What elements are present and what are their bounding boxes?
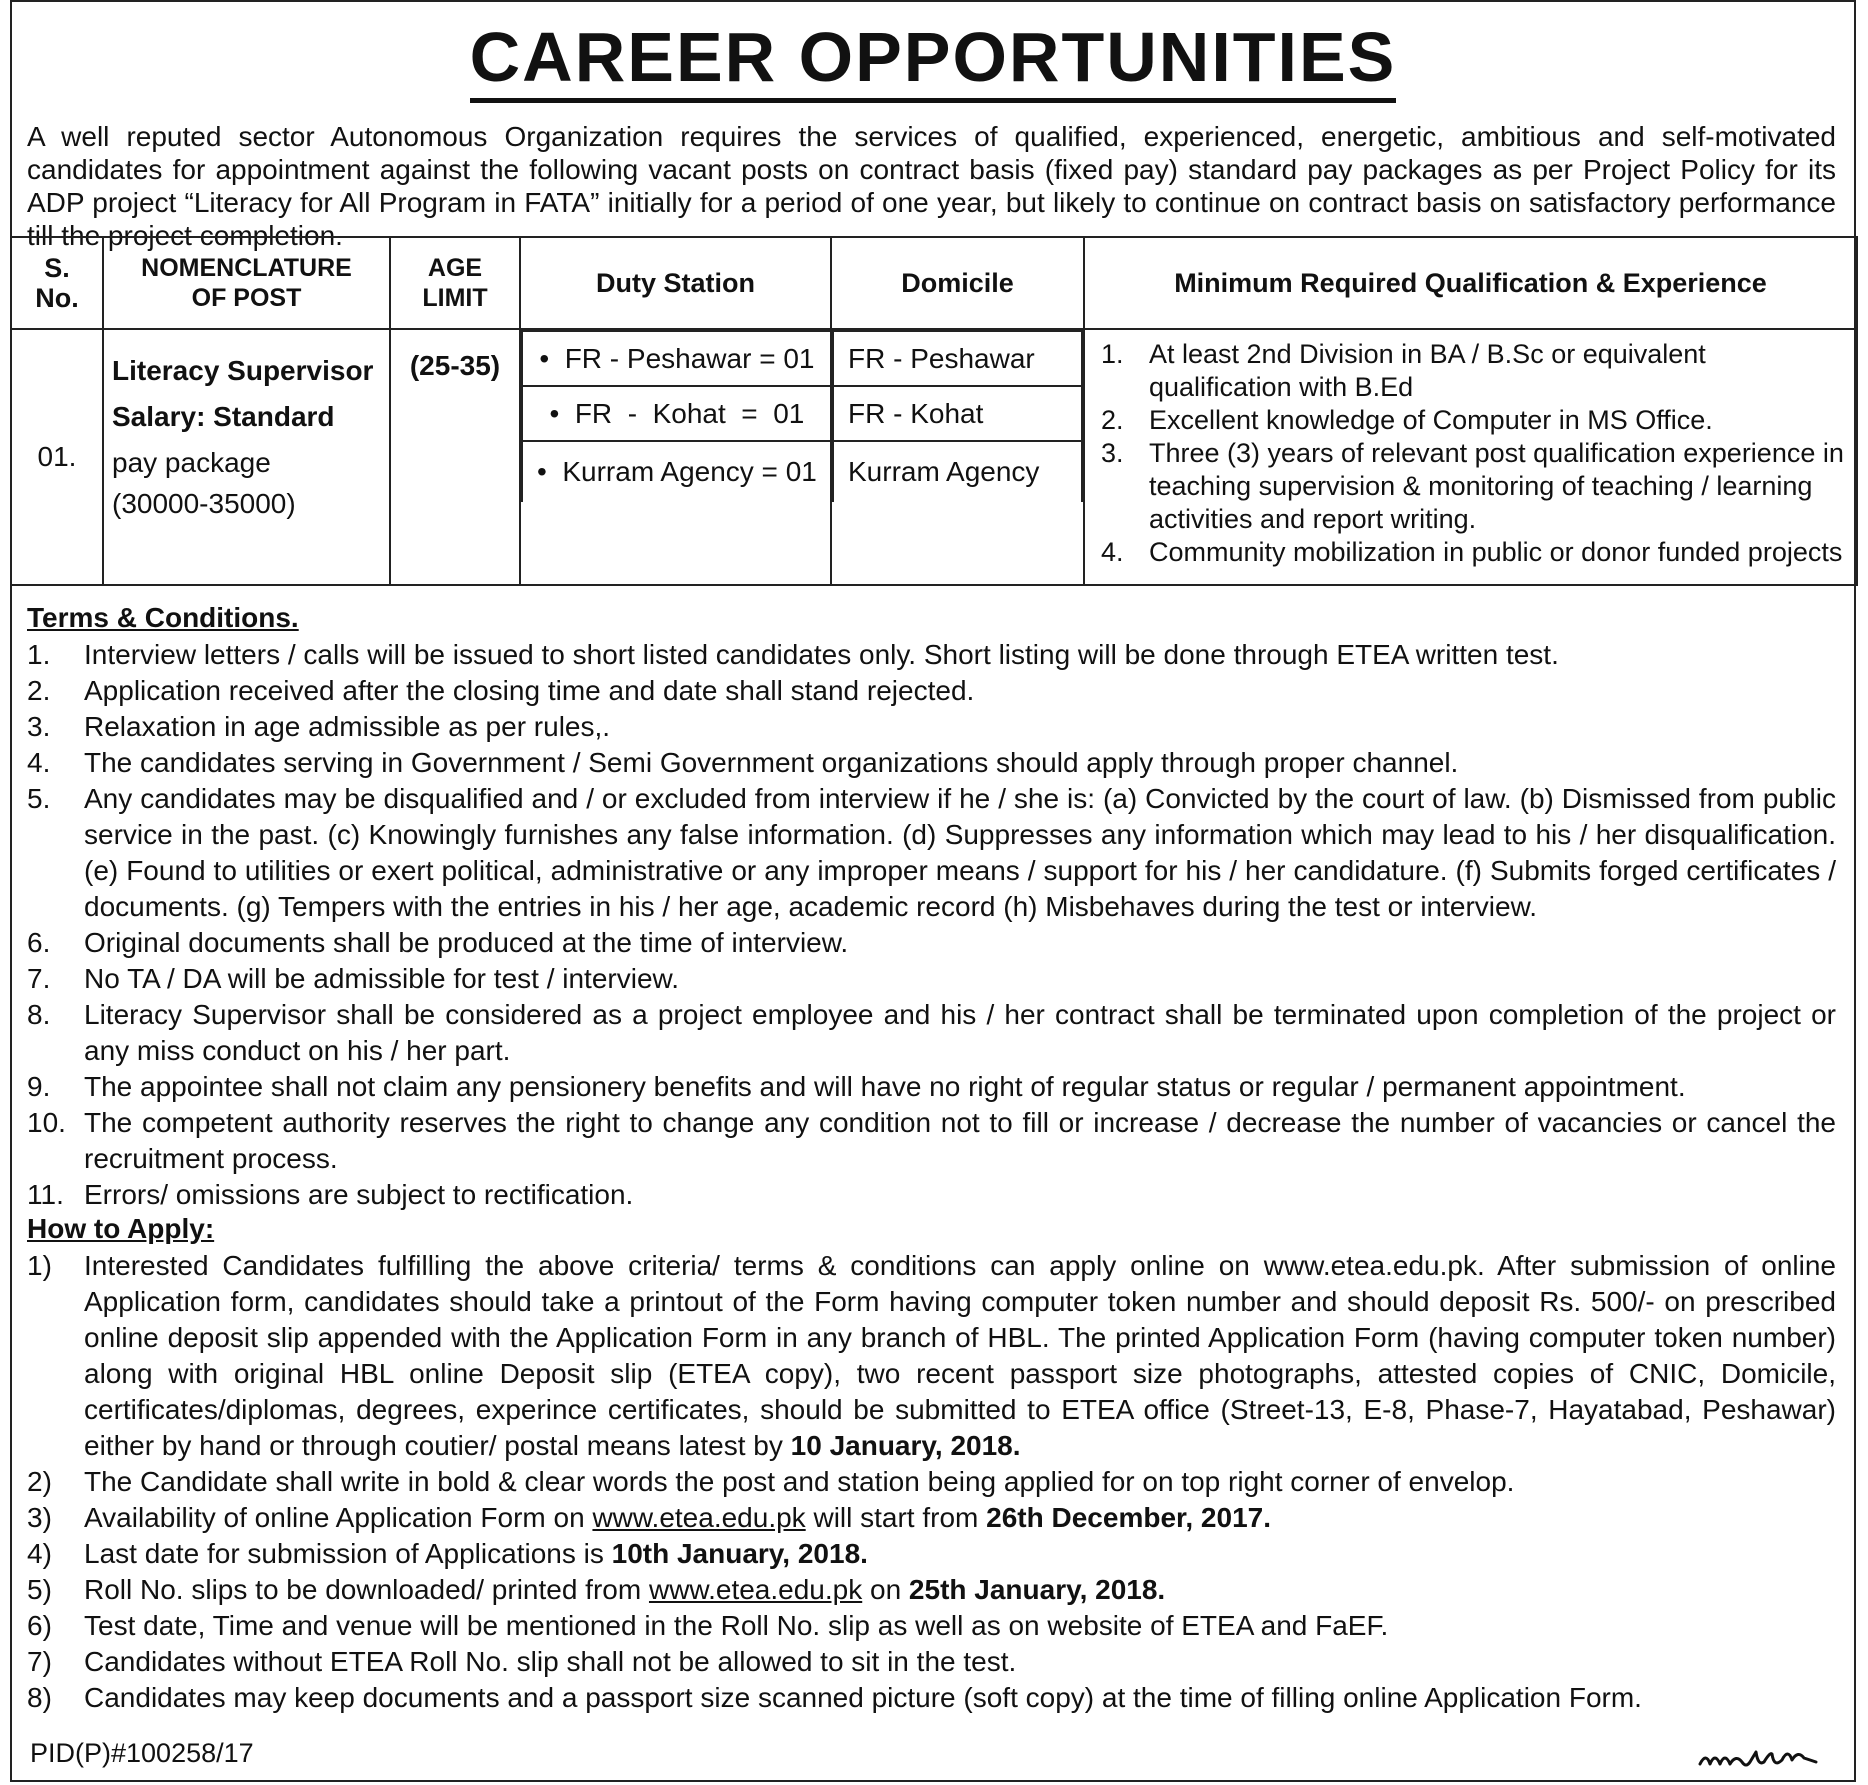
item-text: [84, 1572, 1836, 1608]
item-text-part: on: [862, 1574, 909, 1605]
item-number: 2): [27, 1466, 52, 1497]
item-text-part: Last date for submission of Applications is: [84, 1538, 612, 1569]
header-domicile: Domicile: [831, 237, 1084, 329]
item-text: [84, 1680, 1836, 1716]
page-title-text: CAREER OPPORTUNITIES: [470, 18, 1397, 103]
item-text: [84, 1608, 1836, 1644]
terms-heading: Terms & Conditions.: [27, 602, 299, 633]
item-number: 8): [27, 1682, 52, 1713]
item-text: The appointee shall not claim any pensionery benefits and will have no right of regular status or regular / permanent appointment.: [84, 1071, 1686, 1102]
item-text: No TA / DA will be admissible for test / interview.: [84, 963, 679, 994]
post-package: pay package: [112, 447, 271, 478]
item-number: 2.: [27, 675, 51, 706]
item-text: [84, 1500, 1836, 1536]
item-text: [84, 1464, 1836, 1500]
qualification-text: Three (3) years of relevant post qualification experience in teaching supervision & monitoring of teaching / learning activities and report writing.: [1149, 438, 1844, 534]
item-text-part: Candidates may keep documents and a passport size scanned picture (soft copy) at the time of filling online Application Form.: [84, 1682, 1642, 1713]
list-item: [27, 1177, 1836, 1213]
cell-qualifications: [1084, 329, 1857, 585]
list-item: [27, 1536, 1836, 1572]
list-item: [27, 637, 1836, 673]
post-range: (30000-35000): [112, 488, 296, 519]
item-number: 4): [27, 1538, 52, 1569]
item-text-part: 10th January, 2018.: [611, 1538, 868, 1569]
item-text-part: Availability of online Application Form on: [84, 1502, 593, 1533]
domicile: Kurram Agency: [833, 441, 1082, 502]
qualification-item: [1101, 404, 1848, 437]
domicile-row: [833, 386, 1082, 441]
item-text-part: www.etea.edu.pk: [592, 1502, 806, 1533]
item-number: 1): [27, 1250, 52, 1281]
item-text-part: The Candidate shall write in bold & clear words the post and station being applied for on top right corner of envelop.: [84, 1466, 1515, 1497]
qualification-item: [1101, 437, 1848, 536]
item-number: 3.: [27, 711, 51, 742]
item-text-part: will start from: [805, 1502, 987, 1533]
header-post: NOMENCLATURE OF POST: [103, 237, 390, 329]
duty-station-row: [522, 331, 832, 386]
cell-post: [103, 329, 390, 585]
list-item: [27, 673, 1836, 709]
item-number: 7): [27, 1646, 52, 1677]
list-item: [27, 1644, 1836, 1680]
item-text: [84, 1536, 1836, 1572]
list-item: [27, 1608, 1836, 1644]
list-item: [27, 925, 1836, 961]
list-item: [27, 1572, 1836, 1608]
list-item: [27, 1105, 1836, 1177]
item-number: 5.: [27, 783, 51, 814]
domicile: FR - Peshawar: [833, 331, 1082, 386]
qualification-number: 1.: [1101, 339, 1124, 369]
item-text: Original documents shall be produced at the time of interview.: [84, 927, 849, 958]
item-text-part: 26th December, 2017.: [986, 1502, 1271, 1533]
apply-list: [27, 1248, 1836, 1716]
post-title: Literacy Supervisor: [112, 355, 374, 386]
item-text: The competent authority reserves the right to change any condition not to fill or increase / decrease the number of vacancies or cancel the recruitment process.: [84, 1107, 1836, 1174]
terms-list: [27, 637, 1836, 1213]
apply-heading: How to Apply:: [27, 1213, 215, 1244]
intro-paragraph: A well reputed sector Autonomous Organization requires the services of qualified, experienced, energetic, ambitious and self-motivated candidates for appointment against the following vacant posts on contract basis (fixed pay) standard pay packages as per Project Policy for its ADP project “Literacy for All Program in FATA” initially for a period of one year, but likely to continue on contract basis on satisfactory performance till the project completion.: [27, 121, 1836, 251]
qualification-text: Community mobilization in public or donor funded projects: [1149, 537, 1843, 567]
item-text: Any candidates may be disqualified and / or excluded from interview if he / she is: (a) Convicted by the court of law. (b) Dismissed from public service in the past. (c) Knowingly furnishes any false information. (d) Suppresses any information which may lead to his / her disqualification. (e) Found to utilities or exert political, administrative or any improper means / support for his / her candidature. (f) Submits forged certificates / documents. (g) Tempers with the entries in his / her age, academic record (h) Misbehaves during the test or interview.: [84, 783, 1836, 922]
qualification-number: 4.: [1101, 537, 1124, 567]
header-sno: S. No.: [11, 237, 103, 329]
list-item: [27, 1464, 1836, 1500]
item-number: 11.: [27, 1179, 64, 1210]
header-qualification: Minimum Required Qualification & Experience: [1084, 237, 1857, 329]
item-text-part: Candidates without ETEA Roll No. slip shall not be allowed to sit in the test.: [84, 1646, 1017, 1677]
item-number: 9.: [27, 1071, 51, 1102]
header-duty-station: Duty Station: [520, 237, 831, 329]
qualification-number: 3.: [1101, 438, 1124, 468]
item-text-part: 10 January, 2018.: [790, 1430, 1021, 1461]
list-item: [27, 997, 1836, 1069]
item-number: 10.: [27, 1107, 66, 1138]
domicile-row: [833, 441, 1082, 502]
item-text-part: Interested Candidates fulfilling the above criteria/ terms & conditions can apply online on www.etea.edu.pk. After submission of online Application form, candidates should take a printout of the Form having computer token number and should deposit Rs. 500/- on prescribed online deposit slip appended with the Application Form in any branch of HBL. The printed Application Form (having computer token number) along with original HBL online Deposit slip (ETEA copy), two recent passport size photographs, attested copies of CNIC, Domicile, certificates/diplomas, degrees, experince certificates, should be submitted to ETEA office (Street-13, E-8, Phase-7, Hayatabad, Peshawar) either by hand or through coutier/ postal means latest by: [84, 1250, 1836, 1461]
list-item: [27, 709, 1836, 745]
list-item: [27, 781, 1836, 925]
item-number: 3): [27, 1502, 52, 1533]
domicile-row: [833, 331, 1082, 386]
qualification-text: At least 2nd Division in BA / B.Sc or equivalent qualification with B.Ed: [1149, 339, 1706, 402]
item-text: Errors/ omissions are subject to rectification.: [84, 1179, 634, 1210]
table-row: [11, 329, 1857, 585]
cell-domiciles: [831, 329, 1084, 585]
duty-station-row: [522, 386, 832, 441]
item-number: 1.: [27, 639, 51, 670]
item-number: 5): [27, 1574, 52, 1605]
qualification-text: Excellent knowledge of Computer in MS Office.: [1149, 405, 1713, 435]
advertisement-page: [10, 0, 1856, 1782]
item-number: 4.: [27, 747, 51, 778]
item-text: Application received after the closing time and date shall stand rejected.: [84, 675, 975, 706]
qualification-number: 2.: [1101, 405, 1124, 435]
duty-station: • FR - Kohat = 01: [522, 386, 832, 441]
item-text: [84, 1248, 1836, 1464]
page-title: [10, 18, 1856, 96]
item-text-part: Roll No. slips to be downloaded/ printed from: [84, 1574, 649, 1605]
cell-duty-stations: [520, 329, 831, 585]
item-text: Literacy Supervisor shall be considered as a project employee and his / her contract shall be terminated upon completion of the project or any miss conduct on his / her part.: [84, 999, 1836, 1066]
list-item: [27, 961, 1836, 997]
list-item: [27, 1248, 1836, 1464]
item-number: 8.: [27, 999, 51, 1030]
item-number: 7.: [27, 963, 51, 994]
item-text-part: 25th January, 2018.: [908, 1574, 1166, 1605]
item-number: 6.: [27, 927, 51, 958]
domicile: FR - Kohat: [833, 386, 1082, 441]
item-text: The candidates serving in Government / Semi Government organizations should apply through proper channel.: [84, 747, 1459, 778]
header-age: AGE LIMIT: [390, 237, 520, 329]
list-item: [27, 1680, 1836, 1716]
pid-number: PID(P)#100258/17: [30, 1738, 254, 1768]
item-number: 6): [27, 1610, 52, 1641]
item-text: Interview letters / calls will be issued to short listed candidates only. Short listing will be done through ETEA written test.: [84, 639, 1559, 670]
cell-age: (25-35): [390, 329, 520, 585]
item-text-part: www.etea.edu.pk: [648, 1574, 863, 1605]
post-salary: Salary: Standard: [112, 401, 335, 432]
item-text-part: Test date, Time and venue will be mentioned in the Roll No. slip as well as on website of ETEA and FaEF.: [84, 1610, 1389, 1641]
cell-sno: 01.: [11, 329, 103, 585]
duty-station-row: [522, 441, 832, 502]
signature-mark: [1696, 1736, 1826, 1774]
item-text: [84, 1644, 1836, 1680]
duty-station: • FR - Peshawar = 01: [522, 331, 832, 386]
list-item: [27, 1069, 1836, 1105]
list-item: [27, 1500, 1836, 1536]
posts-table: [10, 236, 1858, 586]
table-header-row: [11, 237, 1857, 329]
list-item: [27, 745, 1836, 781]
qualification-item: [1101, 338, 1848, 404]
duty-station: • Kurram Agency = 01: [522, 441, 832, 502]
item-text: Relaxation in age admissible as per rules,.: [84, 711, 611, 742]
qualification-item: [1101, 536, 1848, 569]
